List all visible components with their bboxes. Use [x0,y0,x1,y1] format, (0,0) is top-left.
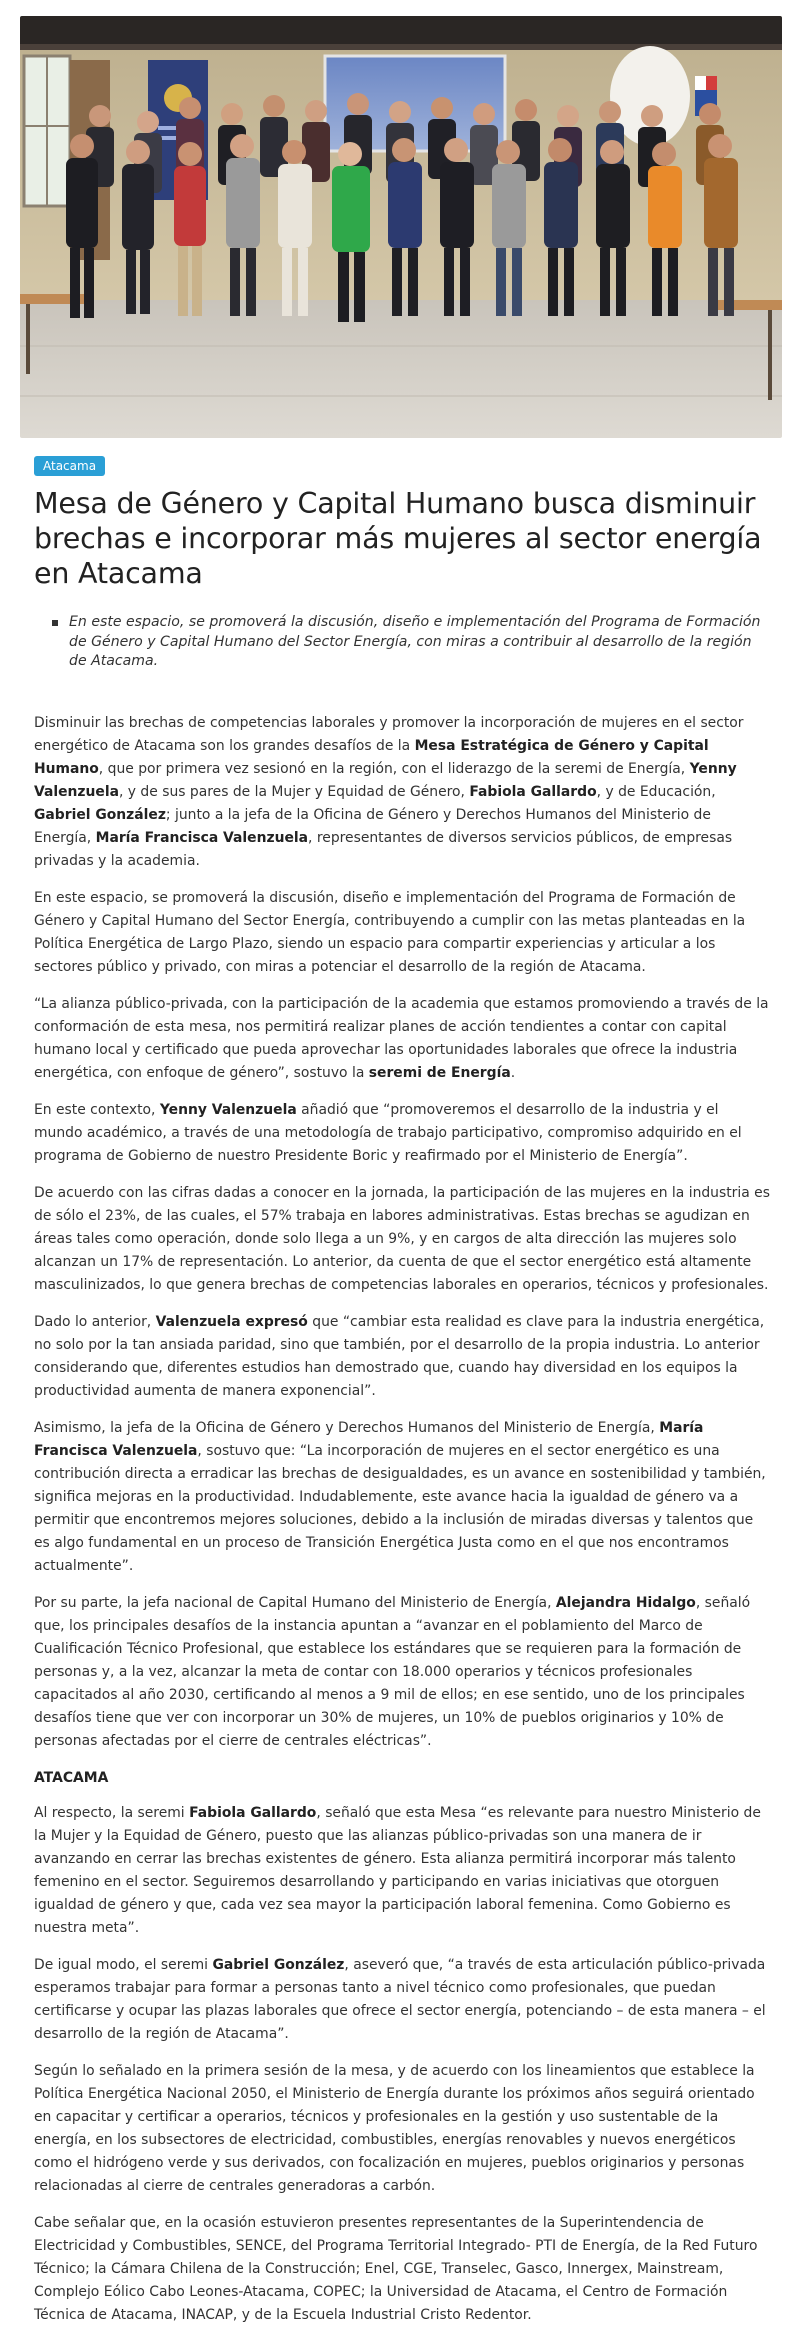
article-lead [52,613,770,672]
paragraph-3: “La alianza público-privada, con la participación de la academia que estamos promoviendo a través de la conformación de esta mesa, nos permitirá realizar planes de acción tendientes a contar con capital humano local y certificado que pueda aprovechar las oportunidades laborales que ofrece la industria energética, con enfoque de género”, sostuvo la seremi de Energía. [34,995,769,1081]
section-heading-atacama: ATACAMA [34,1769,109,1786]
paragraph-9: Al respecto, la seremi Fabiola Gallardo, señaló que esta Mesa “es relevante para nuestro Ministerio de la Mujer y la Equidad de Género, puesto que las alianzas público-privadas son una manera de ir avanzando en cerrar las brechas existentes de género. Esta alianza permitirá incorporar más talento femenino en el sector. Seguiremos desarrollando y participando en varias iniciativas que otorguen igualdad de género y que, cada vez sea mayor la participación laboral femenina. Como Gobierno es nuestra meta”. [34,1804,761,1936]
paragraph-8: Por su parte, la jefa nacional de Capital Humano del Ministerio de Energía, Alejandra Hidalgo, señaló que, los principales desafíos de la instancia apuntan a “avanzar en el poblamiento del Marco de Cualificación Técnico Profesional, que establece los estándares que se requieren para la formación de personas y, a la vez, alcanzar la meta de contar con 18.000 operarios y técnicos profesionales capacitados al año 2030, certificando al menos a 9 mil de ellos; en ese sentido, uno de los principales desafíos tiene que ver con incorporar un 30% de mujeres, un 10% de pueblos originarios y 10% de personas afectadas por el cierre de centrales eléctricas”. [34,1594,751,1749]
table-right [710,300,782,310]
article-title: Mesa de Género y Capital Humano busca disminuir brechas e incorporar más mujeres al sector energía en Atacama [34,487,762,590]
bullet-icon [52,620,58,626]
floor [20,300,782,438]
paragraph-4: En este contexto, Yenny Valenzuela añadió que “promoveremos el desarrollo de la industria y el mundo académico, a través de una metodología de trabajo participativo, compromiso adquirido en el programa de Gobierno de nuestro Presidente Boric y reafirmado por el Ministerio de Energía”. [34,1101,742,1164]
article-body [34,712,770,2327]
hero-photo [20,16,782,438]
paragraph-10: De igual modo, el seremi Gabriel González, aseveró que, “a través de esta articulación público-privada esperamos trabajar para formar a personas tanto a nivel técnico como profesionales, que puedan certificarse y ocupar las plazas laborales que ofrece el sector energía, potenciando – de esta manera – el desarrollo de la región de Atacama”. [34,1956,766,2042]
ceiling [20,16,782,48]
paragraph-6: Dado lo anterior, Valenzuela expresó que “cambiar esta realidad es clave para la industria energética, no solo por la tan ansiada paridad, sino que también, por el desarrollo de la propia industria. Lo anterior considerando que, diferentes estudios han demostrado que, cuando hay diversidad en los equipos la productividad aumenta de manera exponencial”. [34,1313,765,1399]
category-badge[interactable]: Atacama [34,456,105,476]
group-photo-illustration [20,16,782,438]
paragraph-12: Cabe señalar que, en la ocasión estuvieron presentes representantes de la Superintendencia de Electricidad y Combustibles, SENCE, del Programa Territorial Integrado- PTI de Energía, de la Red Futuro Técnico; la Cámara Chilena de la Construcción; Enel, CGE, Transelec, Gasco, Innergex, Mainstream, Complejo Eólico Cabo Leones-Atacama, COPEC; la Universidad de Atacama, el Centro de Formación Técnica de Atacama, INACAP, y de la Escuela Industrial Cristo Redentor. [34,2214,758,2323]
paragraph-2: En este espacio, se promoverá la discusión, diseño e implementación del Programa de Formación de Género y Capital Humano del Sector Energía, contribuyendo a cumplir con las metas planteadas en la Política Energética de Largo Plazo, siendo un espacio para compartir experiencias y articular a los sectores público y privado, con miras a potenciar el desarrollo de la región de Atacama. [34,889,746,975]
paragraph-11: Según lo señalado en la primera sesión de la mesa, y de acuerdo con los lineamientos que establece la Política Energética Nacional 2050, el Ministerio de Energía durante los próximos años seguirá orientado en capacitar y certificar a operarios, técnicos y profesionales en la gestión y uso sustentable de la energía, en los subsectores de electricidad, combustibles, energías renovables y nuevos energéticos como el hidrógeno verde y sus derivados, con focalización en mujeres, pueblos originarios y personas relacionadas al cierre de centrales generadoras a carbón. [34,2062,755,2194]
paragraph-7: Asimismo, la jefa de la Oficina de Género y Derechos Humanos del Ministerio de Energía, María Francisca Valenzuela, sostuvo que: “La incorporación de mujeres en el sector energético es una contribución directa a erradicar las brechas de desigualdades, es un avance en sostenibilidad y también, significa mejoras en la productividad. Indudablemente, este avance hacia la igualdad de género va a permitir que encontremos mejores soluciones, debido a la inclusión de miradas diversas y talentos que es algo fundamental en un proceso de Transición Energética Justa como en el que nos encontramos actualmente”. [34,1419,766,1574]
article-content [34,455,770,2341]
lead-text: En este espacio, se promoverá la discusión, diseño e implementación del Programa de Formación de Género y Capital Humano del Sector Energía, con miras a contribuir al desarrollo de la región de Atacama. [69,614,761,669]
paragraph-1: Disminuir las brechas de competencias laborales y promover la incorporación de mujeres en el sector energético de Atacama son los grandes desafíos de la Mesa Estratégica de Género y Capital Humano, que por primera vez sesionó en la región, con el liderazgo de la seremi de Energía, Yenny Valenzuela, y de sus pares de la Mujer y Equidad de Género, Fabiola Gallardo, y de Educación, Gabriel González; junto a la jefa de la Oficina de Género y Derechos Humanos del Ministerio de Energía, María Francisca Valenzuela, representantes de diversos servicios públicos, de empresas privadas y la academia. [34,714,744,869]
paragraph-5: De acuerdo con las cifras dadas a conocer en la jornada, la participación de las mujeres en la industria es de sólo el 23%, de las cuales, el 57% trabaja en labores administrativas. Estas brechas se agudizan en áreas tales como operación, donde solo llega a un 9%, y en cargos de alta dirección las mujeres solo alcanzan un 17% de representación. Lo anterior, da cuenta de que el sector energético está altamente masculinizados, lo que genera brechas de competencias laborales en operarios, técnicos y profesionales. [34,1184,770,1293]
